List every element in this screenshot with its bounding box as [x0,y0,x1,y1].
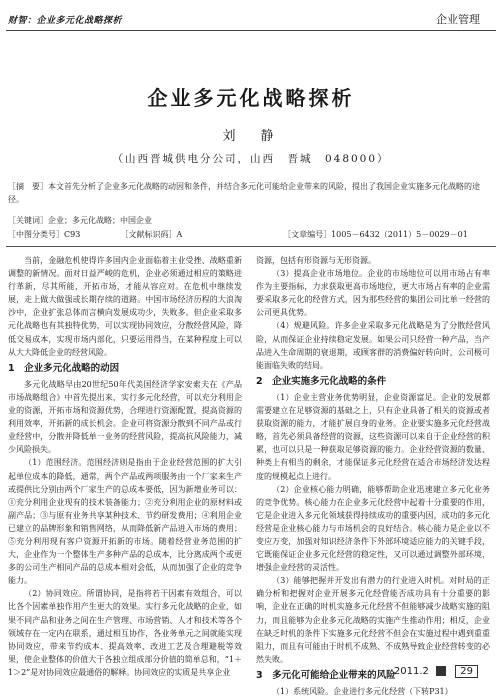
abstract: ［摘 要］本文首先分析了企业多元化战略的动因和条件，并结合多元化可能给企业带来的风险，提出了我国企业实施多元化战略的途径。 [8,182,480,204]
section-1-para: （3）提高企业市场地位。企业的市场地位可以用市场占有率作为主要指标，力求获取更高市场地位，更大市场占有率的企业需要采取多元化的经营方式，因为那些经营的集团公司比单一经营的公司更具优势。 [256,269,490,318]
journal-column-title: 财智：企业多元化战略探析 [8,16,123,26]
section-2-para: （2）企业核心能力明确，能够帮助企业迅速建立多元化业务的竞争优势。核心能力在企业多元化经营中起着十分重要的作用，它是企业进入多元化领域获得持续成功的重要内因，成功的多元化经营是企业核心能力与市场机会的良好结合。核心能力是企业以不变应万变，加强对知识经济条件下外部环境适应能力的关键手段，它既能保证企业多元化经营的稳定性，又可以通过调整外部环境，增强企业经营的灵活性。 [256,484,490,573]
meta-rule [6,246,496,247]
section-1-para: （1）范围经济。范围经济则是指由于企业经营范围的扩大引起单位成本的降低，通常，两个产品或两项服务由一个厂家来生产或提供比分别由两个厂家生产的总成本要低，因为新增业务可以：①充分利用企业现有的技术装备能力；②充分利用企业的原材料或副产品；③与原有业务共享某种技术、节约研发费用；④利用企业已建立的品牌形象和销售网络，从而降低新产品进入市场的费用；⑤充分利用现有客户资源开拓新的市场。随着经营业务范围的扩大，企业作为一个整体生产多种产品的总成本，比分离成两个或更多的公司生产相同产品的总成本相对会低，从而加强了企业的竞争能力。 [8,458,242,586]
section-2-title: 2 企业实施多元化战略的条件 [256,375,387,387]
section-3-para: （1）系统风险。企业进行多元化经营（下转P31） [272,687,453,696]
section-2-para: （1）企业主营业务优势明显，企业资源富足。企业的发展都需要建立在足够资源的基础之上，只有企业具备了相关的资源或者获取资源的能力，才能扩展自身的业务。企业要实施多元化经营战略，首先必须具备经营的资源，这些资源可以来自于企业经营的积累，也可以只是一种获取足够资源的能力。企业经营资源的数量、种类上有相当的剩余，才能保证多元化经营在适合市场经济发达程度的规模起点上进行。 [256,392,490,481]
clc-number: ［中图分类号］C93 [8,230,81,239]
header-rule [6,30,496,31]
issue-number: 2011.2 [393,666,429,677]
classification-line [8,229,494,242]
section-name: 企业管理 [436,13,480,26]
left-column [8,254,242,679]
square-icon [436,666,446,676]
article-id: ［文章编号］1005－6432（2011）5－0029－01 [283,230,468,239]
section-2-para: （3）能够把握并开发出有潜力的行业进入时机。对时局的正确分析和把握对企业开展多元化经营能否成功具有十分重要的影响，企业在正确的时机实施多元化经营不但能够减少战略实施的阻力，而且能够为企业多元化战略的实施产生推动作用；相反，企业在缺乏时机的条件下实施多元化经营不但会在实施过程中遇到重重阻力，而且有可能由于时机不成熟、不成熟导致企业经营转变的必然失败。 [256,576,490,664]
continued-paragraph: 资源，包括有形资源与无形资源。 [256,256,376,265]
page-header [0,0,502,34]
page-number: 29 [455,665,478,678]
document-code: ［文献标识码］A [120,230,183,239]
section-1-title: 1 企业多元化战略的动因 [8,362,120,374]
intro-paragraph: 当前，金融危机使得许多国内企业面临着主业受挫、战略重新调整的新情况。面对日益严峻的危机，企业必须通过相应的策略进行革新，尽其所能，开拓市场，才能从容应对。在危机中继续发展，走上做大做强或长期存续的道路。中国市场经济历程的大浪淘沙中，企业扩张总体而言横向发展成功少，失败多。但企业采取多元化战略也有其独特优势，可以实现协同效应，分散经营风险，降低交易成本，实现市场内部化，只要运用得当，在某种程度上可以从大大降低企业的经营风险。 [8,256,242,357]
right-column [256,254,490,698]
article-title: 企业多元化战略探析 [147,86,355,110]
section-1-para: （2）协同效应。所谓协同，是指将若干因素有效组合，可以比各个因素单独作用产生更大的效果。实行多元化战略的企业，如果不同产品和业务之间在生产管理、市场营销、人才和技术等各个领域存在一定内在联系，通过相互协作，各业务单元之间就能实现协同效应，带来节约成本、提高效率、改进工艺及合理避税等效果，使企业整体的价值大于各独立组成部分价值的简单总和，“1＋1＞2”是对协同效应最通俗的解释。协同效应的实质是共享企业 [8,589,242,677]
section-1-para: 多元化战略早由20世纪50年代美国经济学家安索夫在《产品市场战略组合》中首先提出来，实行多元化经营，可以充分利用企业的资源，开拓市场和资源优势，合理进行资源配置，提高资源的利用效率，开拓新的成长机会。企业可将资源分散到不同产品或行业经营中，分散并降低单一业务的经营风险，提高抗风险能力，减少风险损失。 [8,379,242,455]
section-3-title: 3 多元化可能给企业带来的风险 [256,669,396,681]
affiliation: （山西晋城供电分公司，山西 晋城 048000） [112,153,390,165]
section-1-para: （4）规避风险。许多企业采取多元化战略是为了分散经营风险，从而保证企业持续稳定发展。如果公司只经营一种产品，当产品进入生命周期的衰退期，或顾客群的消费偏好转向时，公司极可能面临失败的结局。 [256,321,490,370]
keywords: ［关键词］企业；多元化战略；中国企业 [8,216,152,225]
author: 刘 静 [222,129,280,144]
page-footer [394,665,478,678]
